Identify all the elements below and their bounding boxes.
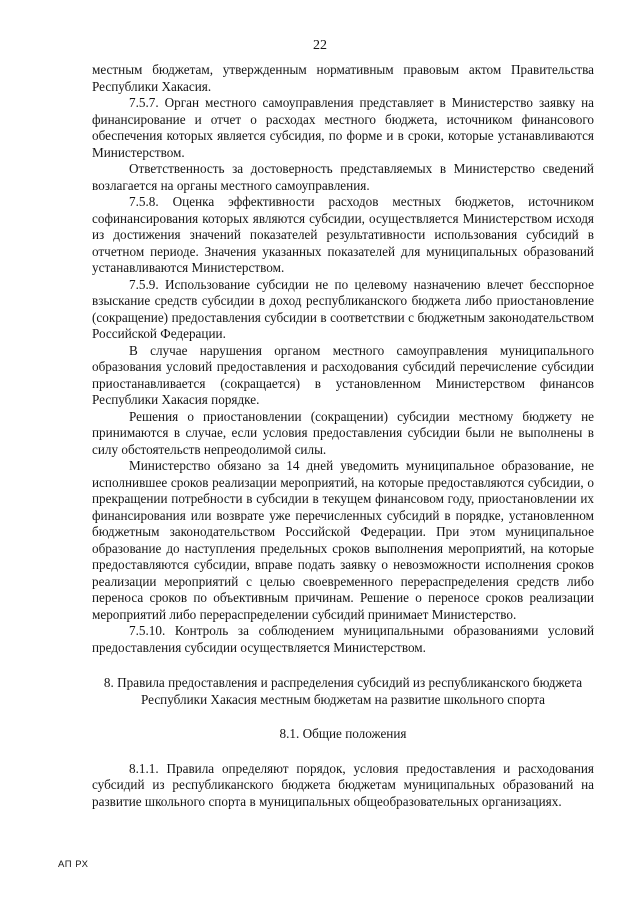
subsection-heading: 8.1. Общие положения (279, 726, 407, 741)
page-number: 22 (313, 38, 327, 53)
paragraph-violation: В случае нарушения органом местного самоуправления муниципального образования условий предоставления и расходования субсидий перечисление субсидии приостанавливается (сокращается) в установленном Министерством финансов Республики Хакасия порядке. (92, 342, 594, 407)
paragraph-7-5-10: 7.5.10. Контроль за соблюдением муниципальными образованиями условий предоставления субсидии осуществляется Министерством. (92, 623, 594, 655)
section-heading: 8. Правила предоставления и распределения субсидий из республиканского бюджета Республики Хакасия местным бюджетам на развитие школьного спорта (103, 675, 583, 707)
paragraph-7-5-9: 7.5.9. Использование субсидии не по целевому назначению влечет бесспорное взыскание средств субсидии в доход республиканского бюджета либо приостановление (сокращение) предоставления субсидии в соответствии с бюджетным законодательством Российской Федерации. (92, 276, 594, 341)
paragraph-7-5-8: 7.5.8. Оценка эффективности расходов местных бюджетов, источником софинансирования которых являются субсидии, осуществляется Министерством исходя из достижения значений показателей результативности использования субсидий в отчетном периоде. Значения указанных показателей для муниципальных образований устанавливаются Министерством. (92, 194, 594, 275)
paragraph-responsibility: Ответственность за достоверность представляемых в Министерство сведений возлагается на органы местного самоуправления. (92, 161, 594, 193)
document-body (92, 62, 594, 810)
footer-mark: АП РХ (58, 859, 89, 870)
paragraph-notification: Министерство обязано за 14 дней уведомить муниципальное образование, не исполнившее сроков реализации мероприятий, на которые предоставляются субсидии, о прекращении потребности в субсидии в текущем финансовом году, приостановлении их финансирования или возврате уже перечисленных субсидий в порядке, установленном бюджетным законодательством Российской Федерации. При этом муниципальное образование до наступления предельных сроков выполнения мероприятий, на которые предоставляются субсидии, вправе подать заявку о невозможности исполнения сроков реализации мероприятий с целью своевременного перераспределения средств либо переноса сроков по объективным причинам. Решение о переносе сроков реализации мероприятий либо перераспределении субсидий принимает Министерство. (92, 458, 594, 622)
paragraph-decisions: Решения о приостановлении (сокращении) субсидии местному бюджету не принимаются в случае, если условия предоставления субсидии были не выполнены в силу обстоятельств непреодолимой силы. (92, 408, 594, 457)
paragraph-7-5-7: 7.5.7. Орган местного самоуправления представляет в Министерство заявку на финансирование и отчет о расходах местного бюджета, источником финансового обеспечения которых является субсидия, по форме и в сроки, которые устанавливаются Министерством. (92, 95, 594, 160)
paragraph-continuation: местным бюджетам, утвержденным нормативным правовым актом Правительства Республики Хакасия. (92, 62, 594, 94)
paragraph-8-1-1: 8.1.1. Правила определяют порядок, условия предоставления и расходования субсидий из республиканского бюджета бюджетам муниципальных образований на развитие школьного спорта в муниципальных общеобразовательных организациях. (92, 760, 594, 809)
